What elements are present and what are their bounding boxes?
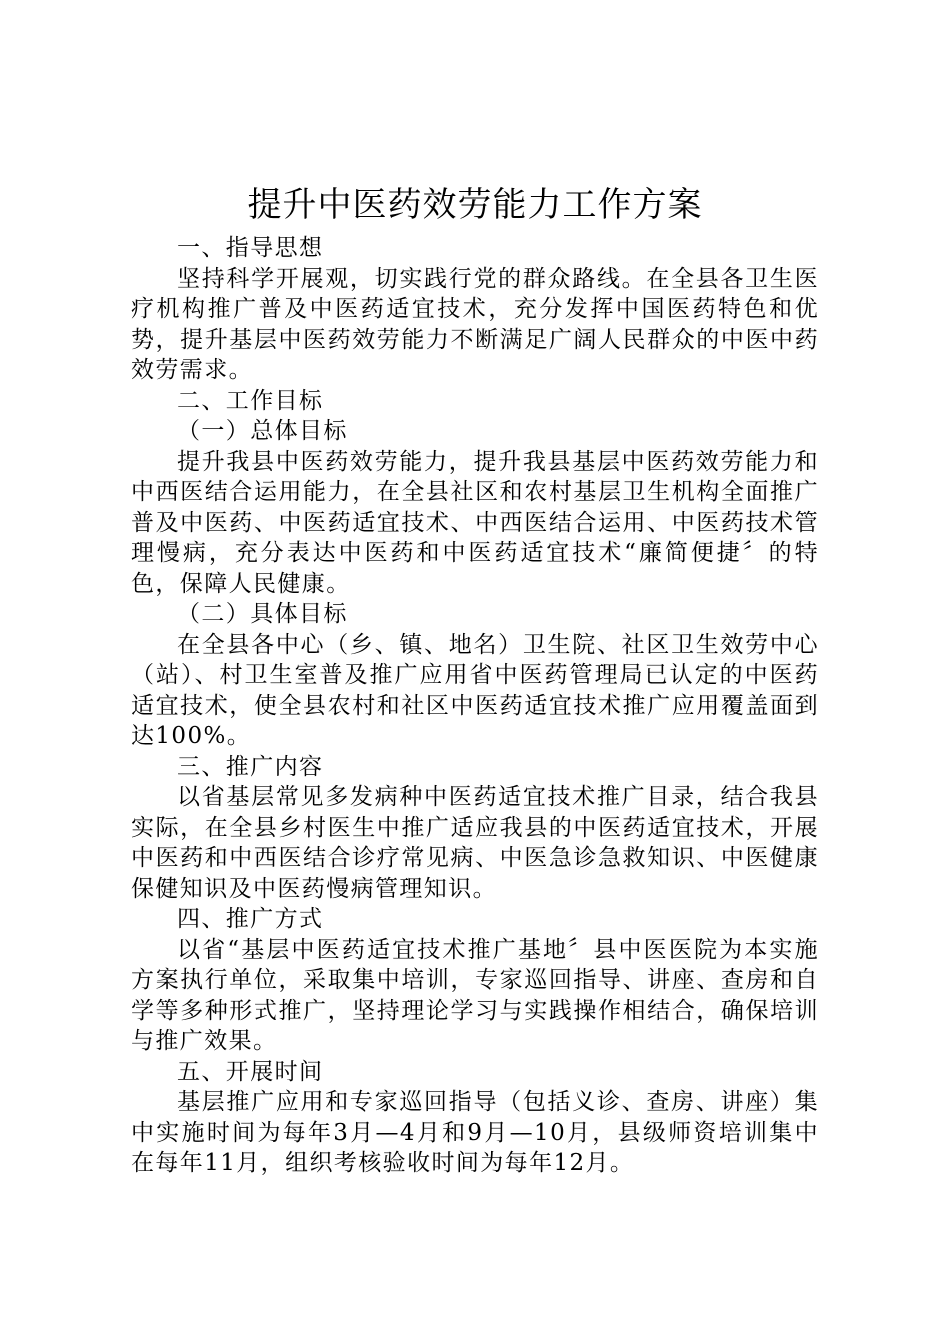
heading-promotion-method: 四、推广方式 [177,906,324,932]
document-title: 提升中医药效劳能力工作方案 [247,185,703,225]
subheading-overall-goal: （一）总体目标 [177,418,348,444]
heading-work-goals: 二、工作目标 [177,387,324,414]
paragraph-specific-goal: 在全县各中心（乡、镇、地名）卫生院、社区卫生效劳中心（站）、村卫生室普及推广应用省中医药管理局已认定的中医药适宜技术，使全县农村和社区中医药适宜技术推广应用覆盖面到达100%。 [131,631,819,749]
paragraph-promotion-method: 以省“基层中医药适宜技术推广基地〞县中医医院为本实施方案执行单位，采取集中培训，专家巡回指导、讲座、查房和自学等多种形式推广，坚持理论学习与实践操作相结合，确保培训与推广效果。 [131,936,819,1054]
heading-promotion-content: 三、推广内容 [177,753,324,780]
paragraph-schedule: 基层推广应用和专家巡回指导（包括义诊、查房、讲座）集中实施时间为每年3月—4月和9月—10月，县级师资培训集中在每年11月，组织考核验收时间为每年12月。 [131,1089,819,1176]
paragraph-promotion-content: 以省基层常见多发病种中医药适宜技术推广目录，结合我县实际，在全县乡村医生中推广适应我县的中医药适宜技术，开展中医药和中西医结合诊疗常见病、中医急诊急救知识、中医健康保健知识及中医药慢病管理知识。 [131,784,819,902]
paragraph-guiding-ideology: 坚持科学开展观，切实践行党的群众路线。在全县各卫生医疗机构推广普及中医药适宜技术，充分发挥中国医药特色和优势，提升基层中医药效劳能力不断满足广阔人民群众的中医中药效劳需求。 [131,265,819,383]
heading-schedule: 五、开展时间 [177,1058,324,1085]
document-body [131,233,819,1179]
heading-guiding-ideology: 一、指导思想 [177,235,324,261]
subheading-specific-goal: （二）具体目标 [177,601,348,627]
paragraph-overall-goal: 提升我县中医药效劳能力，提升我县基层中医药效劳能力和中西医结合运用能力，在全县社区和农村基层卫生机构全面推广普及中医药、中医药适宜技术、中西医结合运用、中医药技术管理慢病，充分表达中医药和中医药适宜技术“廉简便捷〞的特色，保障人民健康。 [131,448,819,597]
